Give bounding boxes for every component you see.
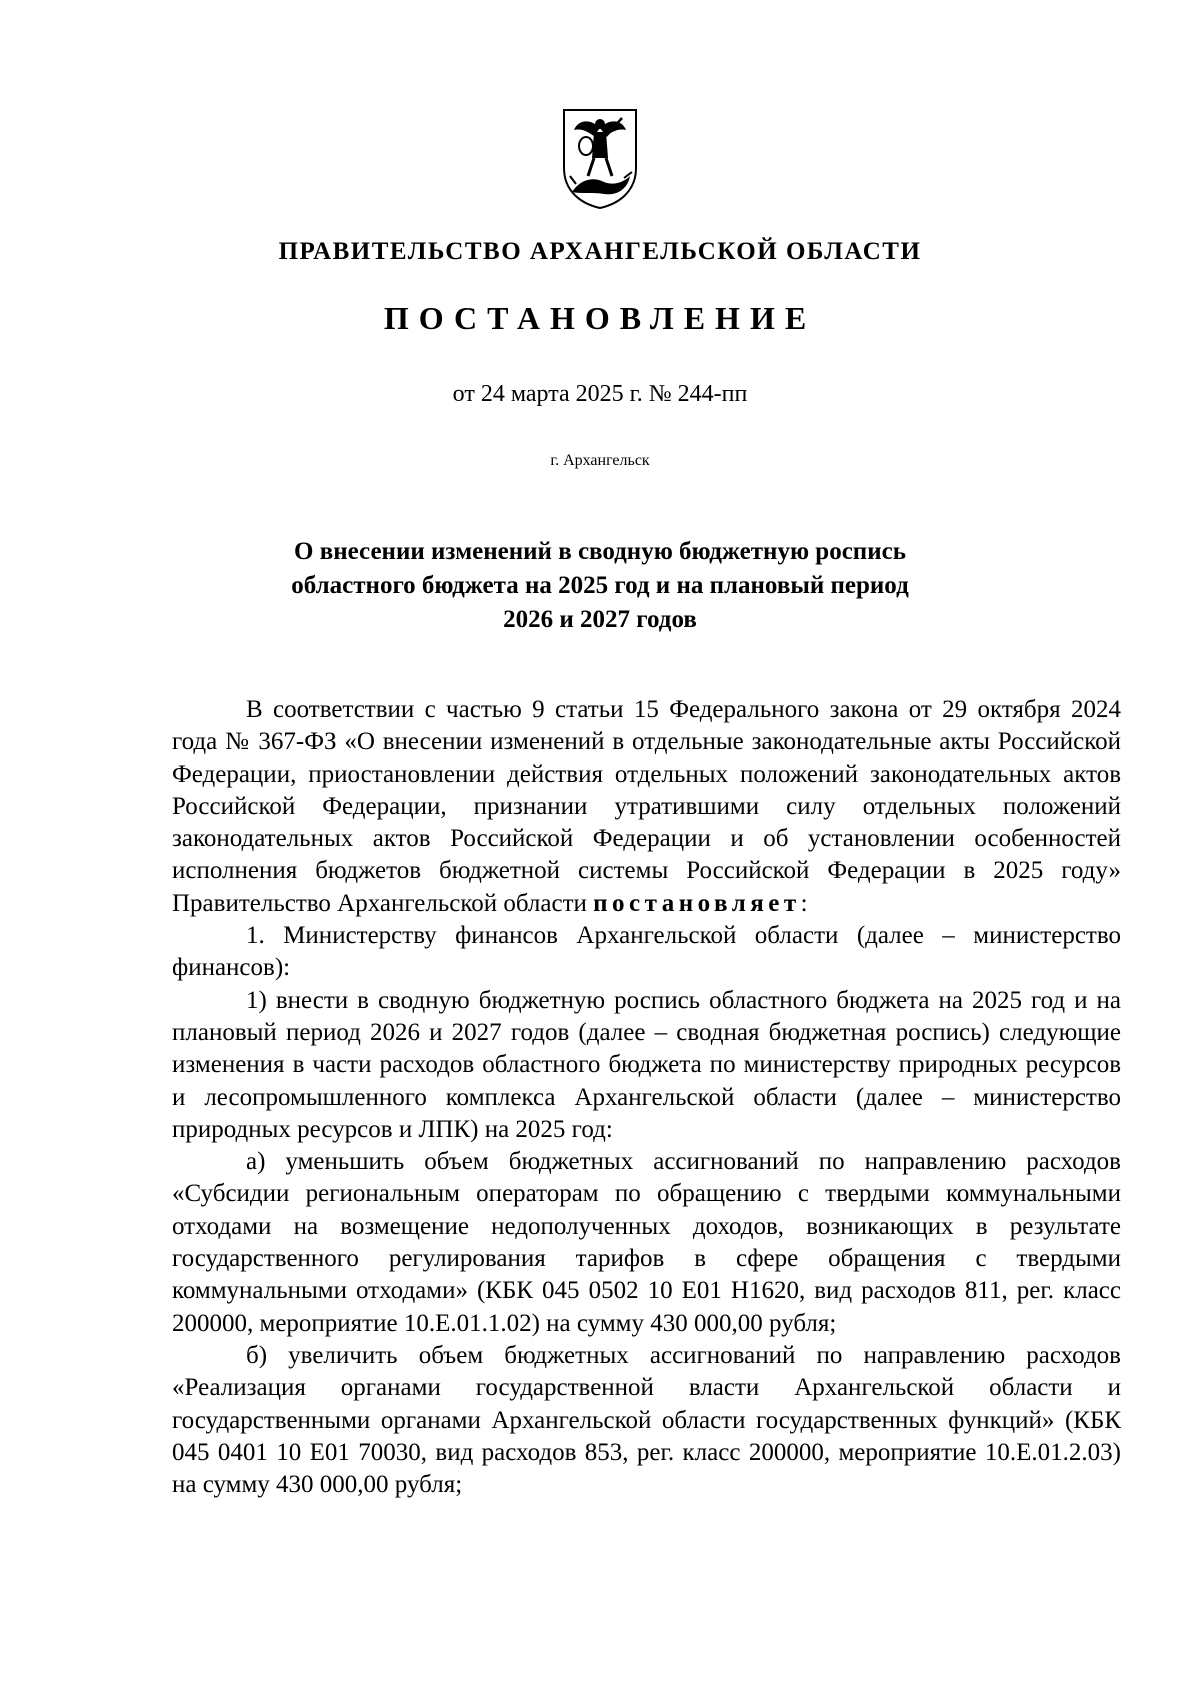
item-a-paragraph: а) уменьшить объем бюджетных ассигнований по направлению расходов «Субсидии региональным операторам по обращению с твердыми коммунальными отходами на возмещение недополученных доходов, возникающих в результате государственного регулирования тарифов в сфере обращения с твердыми коммунальными отходами» (КБК 045 0502 10 Е01 Н1620, вид расходов 811, рег. класс 200000, мероприятие 10.Е.01.1.02) на сумму 430 000,00 рубля; bbox=[172, 1148, 1121, 1337]
document-date-number: от 24 марта 2025 г. № 244-пп bbox=[452, 381, 748, 407]
archangel-coat-of-arms-icon bbox=[560, 106, 640, 210]
title-line-1: О внесении изменений в сводную бюджетную роспись bbox=[294, 538, 906, 565]
preamble-colon: : bbox=[800, 889, 808, 917]
title-line-2: областного бюджета на 2025 год и на плановый период bbox=[291, 572, 909, 599]
item-b-paragraph: б) увеличить объем бюджетных ассигнований по направлению расходов «Реализация органами государственной власти Архангельской области и государственными органами Архангельской области государственных функций» (КБК 045 0401 10 Е01 70030, вид расходов 853, рег. класс 200000, мероприятие 10.Е.01.2.03) на сумму 430 000,00 рубля; bbox=[172, 1341, 1121, 1499]
title-line-3: 2026 и 2027 годов bbox=[503, 606, 697, 633]
preamble-text: В соответствии с частью 9 статьи 15 Федерального закона от 29 октября 2024 года № 367-ФЗ «О внесении изменений в отдельные законодательные акты Российской Федерации, приостановлении действия отдельных положений законодательных актов Российской Федерации, признании утратившими силу отдельных положений законодательных актов Российской Федерации и об установлении особенностей исполнения бюджетов бюджетной системы Российской Федерации в 2025 году» Правительство Архангельской области bbox=[172, 696, 1121, 917]
document-title bbox=[200, 535, 1000, 637]
item-1-1-paragraph: 1) внести в сводную бюджетную роспись областного бюджета на 2025 год и на плановый период 2026 и 2027 годов (далее – сводная бюджетная роспись) следующие изменения в части расходов областного бюджета по министерству природных ресурсов и лесопромышленного комплекса Архангельской области (далее – министерство природных ресурсов и ЛПК) на 2025 год: bbox=[172, 986, 1121, 1143]
item-1-paragraph: 1. Министерству финансов Архангельской области (далее – министерство финансов): bbox=[172, 922, 1121, 982]
organization-name: ПРАВИТЕЛЬСТВО АРХАНГЕЛЬСКОЙ ОБЛАСТИ bbox=[278, 238, 922, 265]
preamble-paragraph bbox=[172, 694, 1121, 920]
resolution-keyword: постановляет bbox=[593, 889, 801, 917]
document-body bbox=[172, 694, 1121, 1501]
document-type: ПОСТАНОВЛЕНИЕ bbox=[383, 300, 817, 336]
document-city: г. Архангельск bbox=[550, 452, 650, 469]
